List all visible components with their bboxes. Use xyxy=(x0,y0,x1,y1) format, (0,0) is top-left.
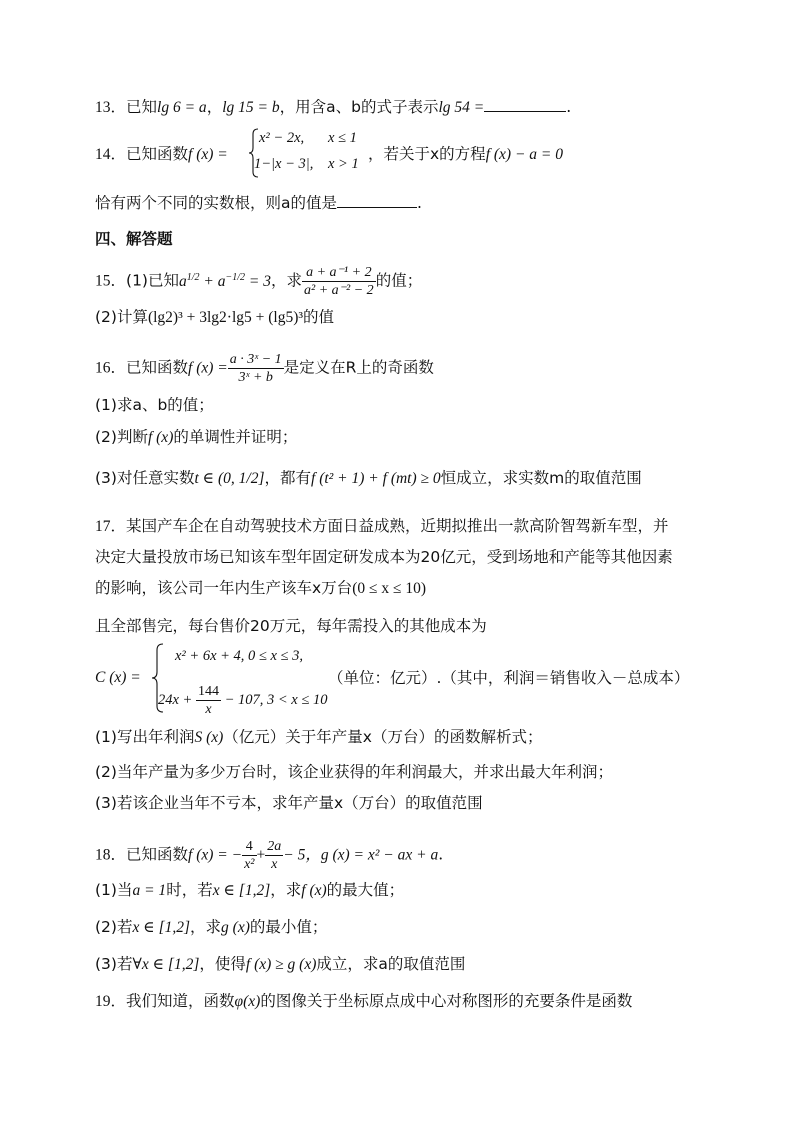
text: (2)判断 xyxy=(95,428,148,446)
text: 是定义在R上的奇函数 xyxy=(283,358,434,377)
text: 已知函数 xyxy=(126,145,189,163)
text: 恰有两个不同的实数根，则a的值是 xyxy=(95,194,337,212)
question-15-part1 xyxy=(95,264,422,299)
question-14-tail xyxy=(368,144,563,165)
text: . xyxy=(566,98,572,116)
question-16-sub2 xyxy=(95,427,297,448)
question-number: 15． xyxy=(95,272,127,290)
numerator: 2a xyxy=(267,839,282,854)
math: g (x) = x² − ax + a xyxy=(320,846,439,864)
question-17-sub1 xyxy=(95,727,542,748)
question-number: 13． xyxy=(95,99,127,116)
math: f (x) xyxy=(147,429,174,446)
fraction xyxy=(228,351,284,386)
denominator: x xyxy=(205,702,212,717)
fraction xyxy=(242,838,256,873)
math: f (x) = xyxy=(188,359,228,377)
piece-cond-1: x ≤ 1 xyxy=(328,130,357,146)
text: ，都有 xyxy=(264,469,312,487)
text: （亿元）关于年产量x（万台）的函数解析式； xyxy=(223,728,543,746)
text: ，若关于x的方程 xyxy=(368,145,486,163)
math: lg 54 = xyxy=(438,99,485,116)
math: + xyxy=(256,846,266,864)
math: lg 6 = a xyxy=(157,99,207,116)
text: 的值 xyxy=(303,308,335,326)
question-16 xyxy=(95,351,434,386)
question-17-sub2: (2)当年产量为多少万台时，该企业获得的年利润最大，并求出最大年利润； xyxy=(95,763,613,781)
question-17-sub3: (3)若该企业当年不亏本，求年产量x（万台）的取值范围 xyxy=(95,794,483,812)
denominator: a² + a⁻² − 2 xyxy=(304,283,374,298)
text: (1)写出年利润 xyxy=(95,728,195,746)
cost-unit-note: （单位：亿元）.（其中，利润＝销售收入－总成本） xyxy=(328,669,690,687)
text: 的值； xyxy=(375,271,423,290)
text: 的最大值； xyxy=(326,881,405,899)
math: f (x) = xyxy=(188,146,228,163)
question-number: 16． xyxy=(95,359,127,377)
answer-blank[interactable] xyxy=(337,193,417,208)
numerator: 144 xyxy=(197,684,219,699)
question-14-line2 xyxy=(95,193,422,213)
question-16-sub3 xyxy=(95,468,642,489)
text: 已知 xyxy=(126,98,158,116)
math: − 5， xyxy=(283,846,321,864)
question-17-line4: 且全部售完，每台售价20万元，每年需投入的其他成本为 xyxy=(95,617,487,635)
text: 24x + xyxy=(158,691,193,708)
text: ，求 xyxy=(270,881,302,899)
math: f (x) − a = 0 xyxy=(485,146,563,163)
math: S (x) xyxy=(194,729,224,746)
numerator: 4 xyxy=(242,838,256,856)
math: (0 ≤ x ≤ 10) xyxy=(352,580,427,597)
text: (1)已知 xyxy=(126,271,179,290)
math: f (x) xyxy=(301,882,327,899)
question-number: 19． xyxy=(95,993,127,1010)
denominator: 3ˣ + b xyxy=(238,370,273,385)
fraction xyxy=(265,838,283,873)
math: a = 1 xyxy=(132,882,167,899)
math: ∀x ∈ [1,2] xyxy=(132,956,200,973)
text: 某国产车企在自动驾驶技术方面日益成熟，近期拟推出一款高阶智驾新车型，并 xyxy=(126,517,669,535)
fraction xyxy=(196,683,221,718)
question-17-line1 xyxy=(95,516,669,537)
text: . xyxy=(417,194,422,212)
text: ，求 xyxy=(270,271,302,290)
text: ，用含a、b的式子表示 xyxy=(279,98,439,116)
piece-cond-2: x > 1 xyxy=(328,156,359,172)
text: 的图像关于坐标原点成中心对称图形的充要条件是函数 xyxy=(260,992,633,1010)
fraction xyxy=(302,264,376,299)
question-15-part2 xyxy=(95,307,334,328)
math: (lg2)³ + 3lg2·lg5 + (lg5)³ xyxy=(147,309,304,326)
math: f (t² + 1) + f (mt) ≥ 0 xyxy=(311,470,441,487)
numerator: a · 3ˣ − 1 xyxy=(229,352,282,367)
question-19 xyxy=(95,991,632,1012)
text: (3)若 xyxy=(95,955,133,973)
text: ， xyxy=(206,98,223,116)
question-17-line3 xyxy=(95,578,426,599)
math: φ(x) xyxy=(234,993,261,1010)
question-18-sub2 xyxy=(95,917,327,938)
numerator: a + a⁻¹ + 2 xyxy=(302,264,376,282)
question-14 xyxy=(95,144,228,165)
cost-piece-1: x² + 6x + 4, 0 ≤ x ≤ 3, xyxy=(175,648,304,664)
text: 的单调性并证明； xyxy=(173,428,298,446)
question-18 xyxy=(95,838,443,873)
text: 已知函数 xyxy=(126,358,189,377)
question-13 xyxy=(95,97,571,118)
question-number: 17． xyxy=(95,518,127,535)
question-18-sub1 xyxy=(95,880,404,901)
text: 恒成立，求实数m的取值范围 xyxy=(440,469,642,487)
question-17-line2: 决定大量投放市场已知该车型年固定研发成本为20亿元，受到场地和产能等其他因素 xyxy=(95,548,673,566)
piece-expr-1: x² − 2x, xyxy=(259,130,305,146)
text: (1)当 xyxy=(95,881,133,899)
text: (3)对任意实数 xyxy=(95,469,195,487)
math: lg 15 = b xyxy=(222,99,280,116)
text: 时，若 xyxy=(166,881,213,899)
question-16-sub1: (1)求a、b的值； xyxy=(95,396,214,414)
math: $a^{1/2} + a^{-1/2} = 3$ xyxy=(178,271,271,290)
question-number: 14． xyxy=(95,146,127,163)
text: (2)若 xyxy=(95,918,133,936)
question-number: 18． xyxy=(95,846,127,864)
text: 我们知道，函数 xyxy=(126,992,235,1010)
section-heading: 四、解答题 xyxy=(95,230,173,248)
text: 已知函数 xyxy=(126,845,189,864)
question-18-sub3 xyxy=(95,954,465,975)
text: ，使得 xyxy=(199,955,246,973)
math: g (x) xyxy=(221,919,250,936)
text: (2)计算 xyxy=(95,308,148,326)
math: x ∈ [1,2] xyxy=(132,919,191,936)
answer-blank[interactable] xyxy=(484,97,566,112)
text: 的影响，该公司一年内生产该车x万台 xyxy=(95,579,353,597)
text: ，求 xyxy=(190,918,222,936)
denominator: x² xyxy=(244,857,255,872)
text: . xyxy=(438,845,444,864)
math: f (x) = − xyxy=(188,846,243,864)
denominator: x xyxy=(271,857,278,872)
cost-piece-2 xyxy=(158,683,327,718)
cost-function-label: C (x) = xyxy=(95,669,141,686)
text: − 107, 3 < x ≤ 10 xyxy=(224,691,328,708)
piece-expr-2: 1−|x − 3|, xyxy=(254,156,314,172)
text: 的最小值； xyxy=(249,918,328,936)
text: 成立，求a的取值范围 xyxy=(316,955,466,973)
math: t ∈ (0, 1/2] xyxy=(194,470,265,487)
math: f (x) ≥ g (x) xyxy=(245,956,317,973)
math: x ∈ [1,2] xyxy=(212,882,271,899)
